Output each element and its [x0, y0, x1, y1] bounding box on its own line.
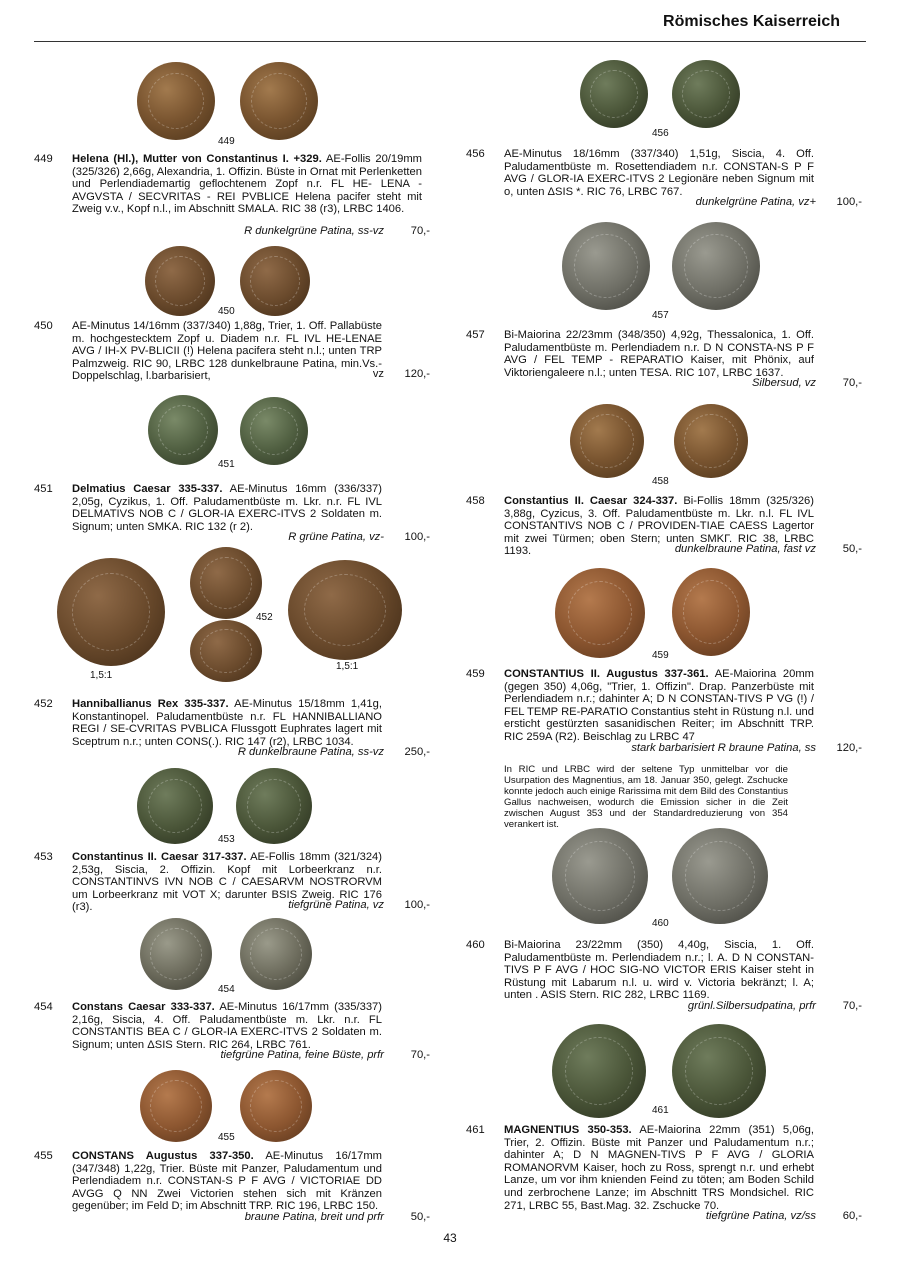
- lot-entry-458: [466, 495, 862, 557]
- coin-457-obverse: [562, 222, 650, 310]
- lot-number: 449: [34, 153, 53, 165]
- coin-452-reverse: [190, 620, 262, 682]
- lot-body: Bi-Maiorina 23/22mm (350) 4,40g, Siscia, 1. Off. Paludamentbüste m. Perlendiadem n.r.; l. A. D N CONSTAN-TIVS P F AVG / HOC SIG-NO VICTOR ERIS Kaiser steht in Rüstung mit Labarum n.l. u. wird v. Victoria bekränzt; l. A; unten . ASIS Stern. RIC 282, LRBC 1169.: [504, 939, 814, 1002]
- lot-number: 456: [466, 148, 485, 160]
- coin-461-obverse: [552, 1024, 646, 1118]
- coin-452-reverse-enlarged: [288, 560, 402, 660]
- lot-grade: Silbersud, vz: [751, 377, 816, 389]
- fig-number-451: 451: [218, 459, 235, 470]
- lot-number: 455: [34, 1150, 53, 1162]
- lot-grade: tiefgrüne Patina, feine Büste, prfr: [220, 1049, 384, 1061]
- header-rule: [34, 41, 866, 42]
- lot-description: [72, 153, 422, 216]
- lot-grade: R dunkelgrüne Patina, ss-vz: [244, 225, 384, 237]
- lot-title: Constantinus II. Caesar 317-337.: [72, 851, 247, 863]
- coin-449-obverse: [137, 62, 215, 140]
- lot-body: Bi-Follis 18mm (325/326) 3,88g, Cyzicus, 3. Off. Paludamentbüste m. Lkr. n.l. FL IVL CONSTANTIVS NOB C / PROVIDEN-TIAE CAESS Lagertor mit zwei Türmen; oben Stern; unten SMKΓ. RIC 38, LRBC 1193.: [504, 495, 815, 558]
- lot-number: 459: [466, 668, 485, 680]
- lot-grade: grünl.Silbersudpatina, prfr: [687, 1000, 816, 1012]
- fig-number-461: 461: [652, 1105, 669, 1116]
- lot-price: 100,-: [404, 531, 430, 543]
- coin-456-obverse: [580, 60, 648, 128]
- lot-body: AE-Follis 18mm (321/324) 2,53g, Siscia, 2. Offizin. Kopf mit Lorbeerkranz n.r. CONSTANTINVS IVN NOB C / CAESARVM NOSTRORVM um Lorbeerkranz mit VOT X; darunter BSIS Zweig. RIC 176 (r3).: [72, 851, 383, 914]
- coin-449-reverse: [240, 62, 318, 140]
- coin-452-obverse: [190, 547, 262, 619]
- lot-459-note: In RIC und LRBC wird der seltene Typ unmittelbar vor die Usurpation des Magnentius, am 18. Januar 350, gelegt. Zschucke konnte jedoch auch einige Rarissima mit dem Bild des Constantius Gallus nachweisen, wodurch die Emission sicher in die Zeit zwischen August 353 und der Standardreduzierung von 354 verankert ist.: [504, 764, 788, 830]
- lot-body: AE-Minutus 16/17mm (335/337) 2,16g, Siscia, 4. Off. Paludamentbüste m. Lkr. n.r. FL CONSTANTIS BEA C / GLOR-IA EXERC-ITVS 2 Soldaten m. Signum; unten ΔSIS Stern. RIC 264, LRBC 761.: [72, 1001, 382, 1051]
- lot-body: AE-Maiorina 20mm (gegen 350) 4,06g, "Trier, 1. Offizin". Drap. Panzerbüste mit Perlendiadem n.r.; dahinter A; D N CONSTAN-TIVS P VG (!) / FEL TEMP RE-PARATIO Constantius steht in Rüstung n.l. und ersticht gestürzten sasanidischen Reiter; im Abschnitt TRP. RIC 259A (R2). Beischlag zu LRBC 47: [504, 668, 814, 743]
- coin-458-reverse: [674, 404, 748, 478]
- lot-grade: stark barbarisiert R braune Patina, ss: [631, 742, 816, 754]
- coin-451-obverse: [148, 395, 218, 465]
- fig-number-454: 454: [218, 984, 235, 995]
- lot-entry-451: [34, 483, 430, 545]
- coin-450-reverse: [240, 246, 310, 316]
- coin-460-obverse: [552, 828, 648, 924]
- fig-number-458: 458: [652, 476, 669, 487]
- lot-description: [72, 483, 382, 533]
- lot-entry-457: [466, 329, 862, 391]
- lot-price: 120,-: [404, 368, 430, 380]
- coin-458-obverse: [570, 404, 644, 478]
- lot-description: [504, 668, 814, 744]
- lot-title: Delmatius Caesar 335-337.: [72, 483, 223, 495]
- lot-grade: dunkelgrüne Patina, vz+: [695, 196, 816, 208]
- lot-number: 450: [34, 320, 53, 332]
- lot-number: 452: [34, 698, 53, 710]
- lot-entry-453: [34, 851, 430, 913]
- coin-457-reverse: [672, 222, 760, 310]
- coin-452-obverse-enlarged: [57, 558, 165, 666]
- coin-455-reverse: [240, 1070, 312, 1142]
- coin-459-obverse: [555, 568, 645, 658]
- lot-price: 70,-: [410, 1049, 430, 1061]
- lot-price: 100,-: [836, 196, 862, 208]
- lot-number: 458: [466, 495, 485, 507]
- lot-description: [72, 1001, 382, 1051]
- lot-title: Helena (Hl.), Mutter von Constantinus I. +329.: [72, 153, 322, 165]
- fig-number-455: 455: [218, 1132, 235, 1143]
- lot-body: AE-Minutus 15/18mm 1,41g, Konstantinopel. Paludamentbüste n.r. FL HANNIBALLIANO REGI / SE-CVRITAS PVBLICA Flussgott Euphrates lagert mit Sceptrum n.r.; unten CONS(.). RIC 147 (r2), LRBC 1034.: [72, 698, 382, 748]
- lot-grade: R grüne Patina, vz-: [288, 531, 384, 543]
- lot-description: [504, 329, 814, 379]
- fig-number-452: 452: [256, 612, 273, 623]
- lot-price: 100,-: [404, 899, 430, 911]
- lot-body: AE-Follis 20/19mm (325/326) 2,66g, Alexandria, 1. Offizin. Büste in Ornat mit Perlenketten und Perlendiademartig geflochtenem Zopf n.r. FL HE- LENA - AVGVSTA / SECVRITAS - REI PVBLICE Helena pacifer steht mit Zweig v.v., Kopf n.l., im Abschnitt SMALA. RIC 38 (r3), LRBC 1406.: [72, 153, 422, 216]
- lot-title: Constantius II. Caesar 324-337.: [504, 495, 678, 507]
- lot-title: CONSTANTIUS II. Augustus 337-361.: [504, 668, 709, 680]
- lot-grade: tiefgrüne Patina, vz: [288, 899, 384, 911]
- lot-entry-452: [34, 698, 430, 760]
- lot-entry-449: [34, 153, 430, 239]
- coin-453-obverse: [137, 768, 213, 844]
- lot-title: CONSTANS Augustus 337-350.: [72, 1150, 254, 1162]
- lot-number: 457: [466, 329, 485, 341]
- lot-description: [72, 1150, 382, 1213]
- lot-price: 60,-: [842, 1210, 862, 1222]
- page-header-title: Römisches Kaiserreich: [663, 13, 840, 30]
- coin-451-reverse: [240, 397, 308, 465]
- coin-461-reverse: [672, 1024, 766, 1118]
- lot-price: 70,-: [410, 225, 430, 237]
- lot-body: AE-Minutus 18/16mm (337/340) 1,51g, Siscia, 4. Off. Paludamentbüste m. Rosettendiadem n.r. CONSTAN-S P F AVG / GLOR-IA EXERC-ITVS 2 Legionäre neben Signum mit o, unten ΔSIS *. RIC 76, LRBC 767.: [504, 148, 814, 198]
- lot-entry-460: [466, 939, 862, 1013]
- lot-description: [504, 939, 814, 1002]
- fig-number-453: 453: [218, 834, 235, 845]
- lot-number: 460: [466, 939, 485, 951]
- lot-entry-459: [466, 668, 862, 754]
- scale-label-left: 1,5:1: [90, 670, 113, 681]
- lot-entry-456: [466, 148, 862, 210]
- lot-body: AE-Minutus 16mm (336/337) 2,05g, Cyzikus, 1. Off. Paludamentbüste m. Lkr. n.r. FL IVL DELMATIVS NOB C / GLOR-IA EXERC-ITVS 2 Soldaten m. Signum; unten SMKA. RIC 132 (r 2).: [72, 483, 382, 533]
- fig-number-456: 456: [652, 128, 669, 139]
- coin-454-obverse: [140, 918, 212, 990]
- fig-number-459: 459: [652, 650, 669, 661]
- lot-entry-450: [34, 320, 430, 382]
- lot-number: 451: [34, 483, 53, 495]
- coin-455-obverse: [140, 1070, 212, 1142]
- coin-453-reverse: [236, 768, 312, 844]
- lot-title: MAGNENTIUS 350-353.: [504, 1124, 632, 1136]
- lot-entry-461: [466, 1124, 862, 1222]
- coin-460-reverse: [672, 828, 768, 924]
- lot-price: 50,-: [410, 1211, 430, 1223]
- coin-454-reverse: [240, 918, 312, 990]
- lot-description: [72, 698, 382, 748]
- coin-459-reverse: [672, 568, 750, 656]
- scale-label-right: 1,5:1: [336, 661, 359, 672]
- lot-grade: R dunkelbraune Patina, ss-vz: [237, 746, 384, 758]
- lot-price: 250,-: [404, 746, 430, 758]
- fig-number-457: 457: [652, 310, 669, 321]
- lot-body: AE-Minutus 16/17mm (347/348) 1,22g, Trier. Büste mit Panzer, Paludamentum und Perlendiadem n.r. CONSTAN-S P F AVG / VICTORIAE DD AVGG Q NN Zwei Victorien stehen sich mit Kränzen gegenüber; im Feld D; im Abschnitt TRP. RIC 196, LRBC 150.: [72, 1150, 382, 1213]
- coin-450-obverse: [145, 246, 215, 316]
- lot-body: Bi-Maiorina 22/23mm (348/350) 4,92g, Thessalonica, 1. Off. Paludamentbüste m. Perlendiadem n.r. D N CONSTA-NS P F AVG / FEL TEMP - REPARATIO Kaiser, mit Phönix, auf Viktoriengaleere n.l.; unten TESA. RIC 107, LRBC 1637.: [504, 329, 814, 379]
- lot-grade: dunkelbraune Patina, fast vz: [674, 543, 816, 555]
- lot-number: 461: [466, 1124, 485, 1136]
- lot-description: [504, 148, 814, 198]
- fig-number-450: 450: [218, 306, 235, 317]
- lot-number: 453: [34, 851, 53, 863]
- fig-number-449: 449: [218, 136, 235, 147]
- lot-price: 120,-: [836, 742, 862, 754]
- lot-number: 454: [34, 1001, 53, 1013]
- lot-price: 70,-: [842, 377, 862, 389]
- coin-456-reverse: [672, 60, 740, 128]
- lot-price: 70,-: [842, 1000, 862, 1012]
- page-number: 43: [443, 1231, 457, 1245]
- lot-entry-455: [34, 1150, 430, 1224]
- lot-price: 50,-: [842, 543, 862, 555]
- lot-entry-454: [34, 1001, 430, 1063]
- lot-title: Hanniballianus Rex 335-337.: [72, 698, 229, 710]
- lot-description: [504, 1124, 814, 1212]
- lot-grade: braune Patina, breit und prfr: [244, 1211, 384, 1223]
- lot-title: Constans Caesar 333-337.: [72, 1001, 215, 1013]
- lot-body: AE-Maiorina 22mm (351) 5,06g, Trier, 2. Offizin. Büste mit Panzer und Paludamentum n.r.; dahinter A; D N MAGNEN-TIVS P F AVG / GLORIA ROMANORVM Kaiser, hoch zu Ross, sprengt n.r. und erhebt Lanze, um vor ihm knienden Feind zu töten; am Boden Schild und zerbrochene Lanze; im Abschnitt TRS Mondsichel. RIC 271, LRBC 55, Bast.Mag. 32. Zschucke 70.: [504, 1124, 815, 1212]
- fig-number-460: 460: [652, 918, 669, 929]
- lot-grade: tiefgrüne Patina, vz/ss: [705, 1210, 816, 1222]
- lot-grade: vz: [372, 368, 384, 380]
- lot-body: AE-Minutus 14/16mm (337/340) 1,88g, Trier, 1. Off. Pallabüste m. hochgestecktem Zopf u. Diadem n.r. FL IVL HE-LENAE AVG / IH-X PV-BLICII (!) Helena pacifera steht n.l.; unten TRP Palmzweig. RIC 90, LRBC 128 dunkelbraune Patina, min.Vs.-Doppelschlag, l.barbarisiert,: [72, 320, 382, 383]
